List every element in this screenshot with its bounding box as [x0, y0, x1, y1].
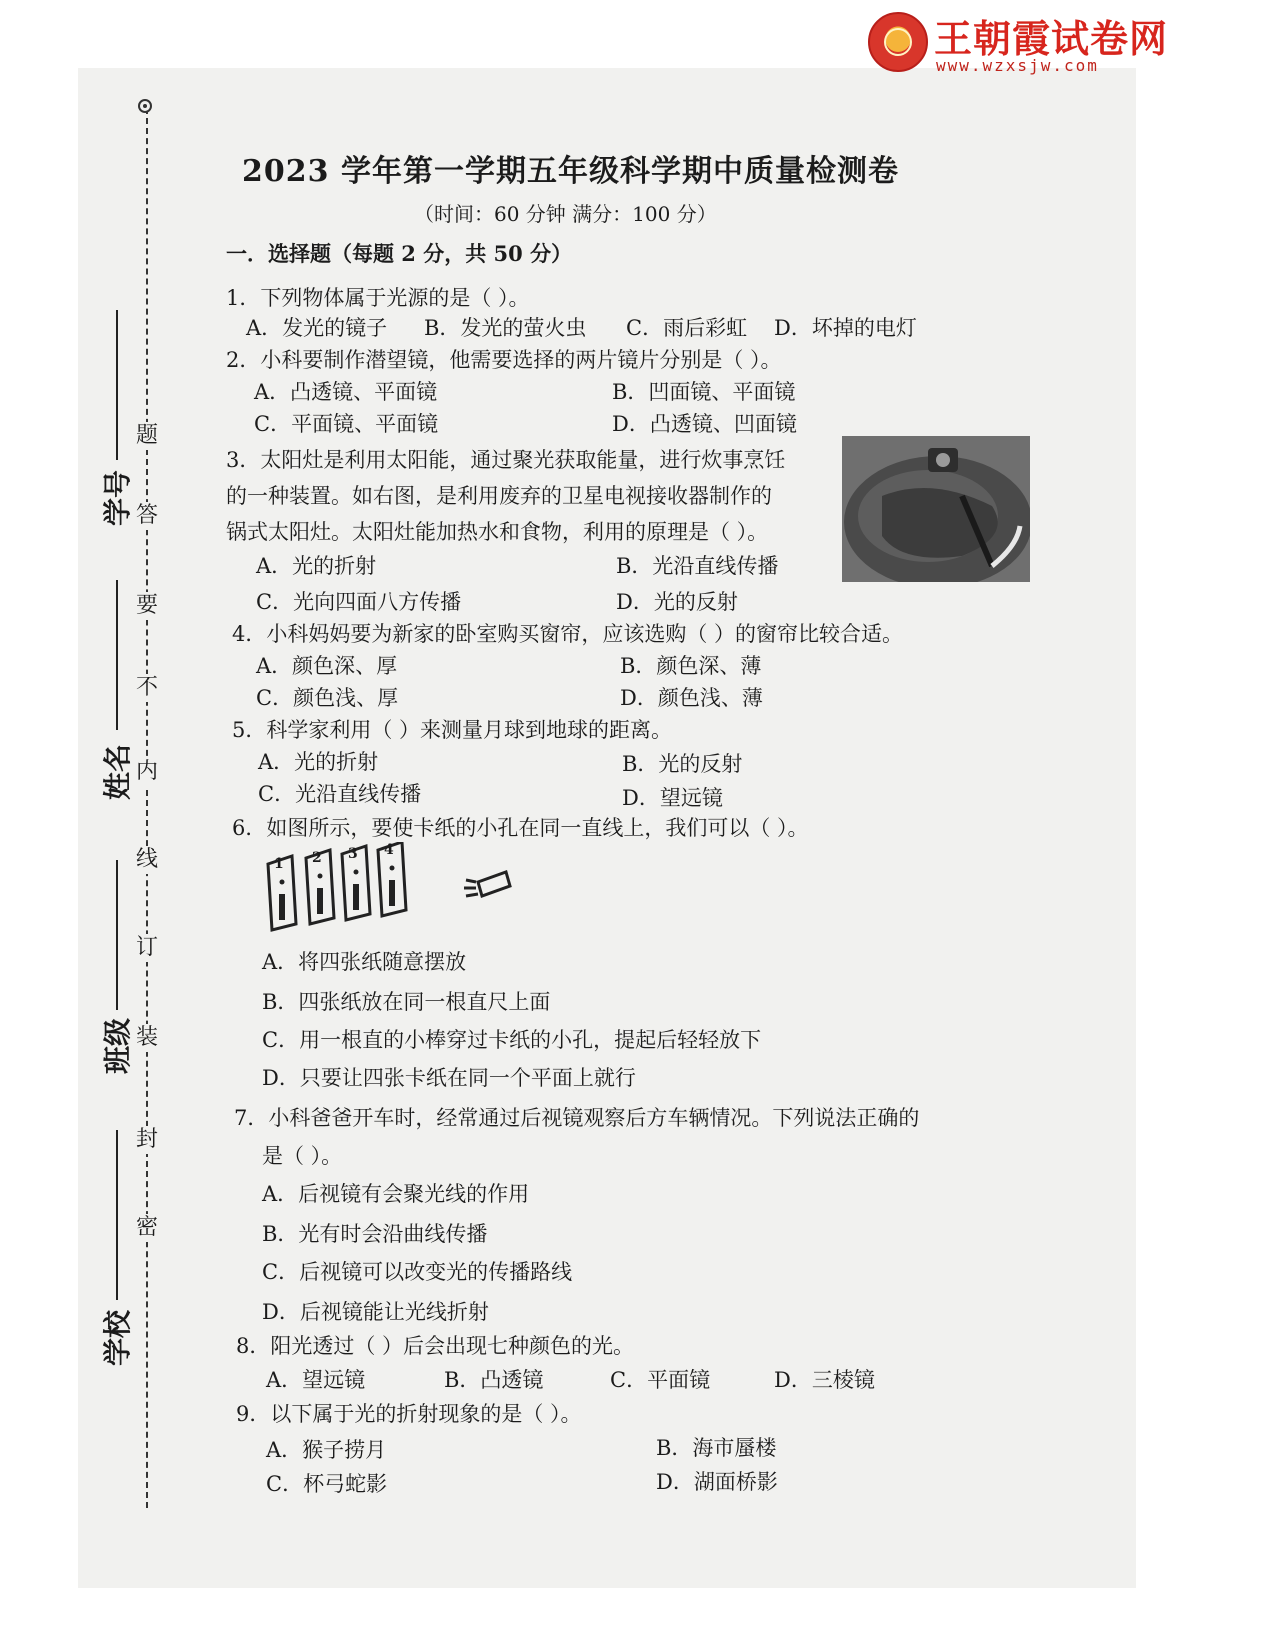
seal-char: 密 [131, 1214, 163, 1242]
option[interactable]: C．用一根直的小棒穿过卡纸的小孔，提起后轻轻放下 [262, 1028, 762, 1052]
seal-char: 封 [131, 1126, 163, 1154]
binding-dashed-line [146, 108, 148, 1508]
question-1-stem: 1．下列物体属于光源的是（ ）。 [226, 286, 530, 310]
question-3-stem-line: 的一种装置。如右图，是利用废弃的卫星电视接收器制作的 [226, 484, 772, 508]
option[interactable]: D．三棱镜 [774, 1368, 875, 1392]
option[interactable]: B．凸透镜 [444, 1368, 544, 1392]
question-7-stem-line: 是（ ）。 [262, 1144, 343, 1168]
question-3-stem-line: 锅式太阳灶。太阳灶能加热水和食物，利用的原理是（ ）。 [226, 520, 769, 544]
option[interactable]: A．后视镜有会聚光线的作用 [262, 1182, 530, 1206]
question-7-stem-line: 7．小科爸爸开车时，经常通过后视镜观察后方车辆情况。下列说法正确的 [234, 1106, 920, 1130]
option[interactable]: B．光沿直线传播 [616, 554, 779, 578]
name-blank[interactable] [116, 580, 118, 730]
option[interactable]: B．凹面镜、平面镜 [612, 380, 796, 404]
question-9-stem: 9．以下属于光的折射现象的是（ ）。 [236, 1402, 582, 1426]
seal-char: 装 [131, 1024, 163, 1052]
card-number: 1 [274, 856, 284, 872]
section-heading: 一．选择题（每题 2 分，共 50 分） [226, 241, 573, 266]
exam-title: 2023 学年第一学期五年级科学期中质量检测卷 [242, 154, 899, 189]
option[interactable]: A．光的折射 [256, 554, 377, 578]
option[interactable]: A．光的折射 [258, 750, 379, 774]
question-8-stem: 8．阳光透过（ ）后会出现七种颜色的光。 [236, 1334, 635, 1358]
seal-char: 订 [131, 934, 163, 962]
question-6-stem: 6．如图所示，要使卡纸的小孔在同一直线上，我们可以（ ）。 [232, 816, 809, 840]
option[interactable]: C．平面镜、平面镜 [254, 412, 439, 436]
option[interactable]: C．颜色浅、厚 [256, 686, 399, 710]
seal-char: 不 [131, 674, 163, 702]
option[interactable]: D．只要让四张卡纸在同一个平面上就行 [262, 1066, 636, 1090]
pinhole-cards-figure [262, 842, 522, 932]
question-3-stem-line: 3．太阳灶是利用太阳能，通过聚光获取能量，进行炊事烹饪 [226, 448, 786, 472]
binding-hole-icon [138, 99, 152, 113]
logo-seal-icon [868, 12, 928, 72]
option[interactable]: B．发光的萤火虫 [424, 316, 587, 340]
card-number: 4 [384, 842, 394, 858]
option[interactable]: B．光有时会沿曲线传播 [262, 1222, 488, 1246]
logo-url: www.wzxsjw.com [936, 56, 1099, 75]
seal-char: 要 [131, 592, 163, 620]
question-5-stem: 5．科学家利用（ ）来测量月球到地球的距离。 [232, 718, 673, 742]
option[interactable]: A．猴子捞月 [266, 1438, 387, 1462]
option[interactable]: D．光的反射 [616, 590, 738, 614]
option[interactable]: D．颜色浅、薄 [620, 686, 763, 710]
option[interactable]: C．雨后彩虹 [626, 316, 748, 340]
option[interactable]: A．凸透镜、平面镜 [254, 380, 438, 404]
seal-char: 题 [131, 422, 163, 450]
seal-char: 答 [131, 502, 163, 530]
class-blank[interactable] [116, 860, 118, 1010]
option[interactable]: C．平面镜 [610, 1368, 711, 1392]
option[interactable]: A．望远镜 [266, 1368, 366, 1392]
option[interactable]: B．颜色深、薄 [620, 654, 762, 678]
seal-char: 内 [131, 758, 163, 786]
option[interactable]: C．杯弓蛇影 [266, 1472, 388, 1496]
option[interactable]: B．光的反射 [622, 752, 743, 776]
logo-title: 王朝霞试卷网 [934, 17, 1169, 61]
option[interactable]: B．四张纸放在同一根直尺上面 [262, 990, 551, 1014]
option[interactable]: D．凸透镜、凹面镜 [612, 412, 797, 436]
option[interactable]: A．颜色深、厚 [256, 654, 398, 678]
question-4-stem: 4．小科妈妈要为新家的卧室购买窗帘，应该选购（ ）的窗帘比较合适。 [232, 622, 904, 646]
option[interactable]: C．光沿直线传播 [258, 782, 422, 806]
option[interactable]: A．将四张纸随意摆放 [262, 950, 467, 974]
option[interactable]: A．发光的镜子 [246, 316, 388, 340]
exam-subtitle: （时间：60 分钟 满分：100 分） [414, 202, 717, 226]
solar-cooker-photo [842, 436, 1030, 582]
card-number: 3 [348, 846, 358, 862]
option[interactable]: C．光向四面八方传播 [256, 590, 462, 614]
site-logo[interactable] [868, 8, 1198, 78]
school-blank[interactable] [116, 1130, 118, 1300]
option[interactable]: D．坏掉的电灯 [774, 316, 917, 340]
option[interactable]: D．湖面桥影 [656, 1470, 778, 1494]
option[interactable]: B．海市蜃楼 [656, 1436, 777, 1460]
card-number: 2 [312, 850, 322, 866]
option[interactable]: D．望远镜 [622, 786, 723, 810]
option[interactable]: C．后视镜可以改变光的传播路线 [262, 1260, 573, 1284]
seal-char: 线 [131, 846, 163, 874]
question-2-stem: 2．小科要制作潜望镜，他需要选择的两片镜片分别是（ ）。 [226, 348, 782, 372]
student-id-blank[interactable] [116, 310, 118, 460]
option[interactable]: D．后视镜能让光线折射 [262, 1300, 489, 1324]
